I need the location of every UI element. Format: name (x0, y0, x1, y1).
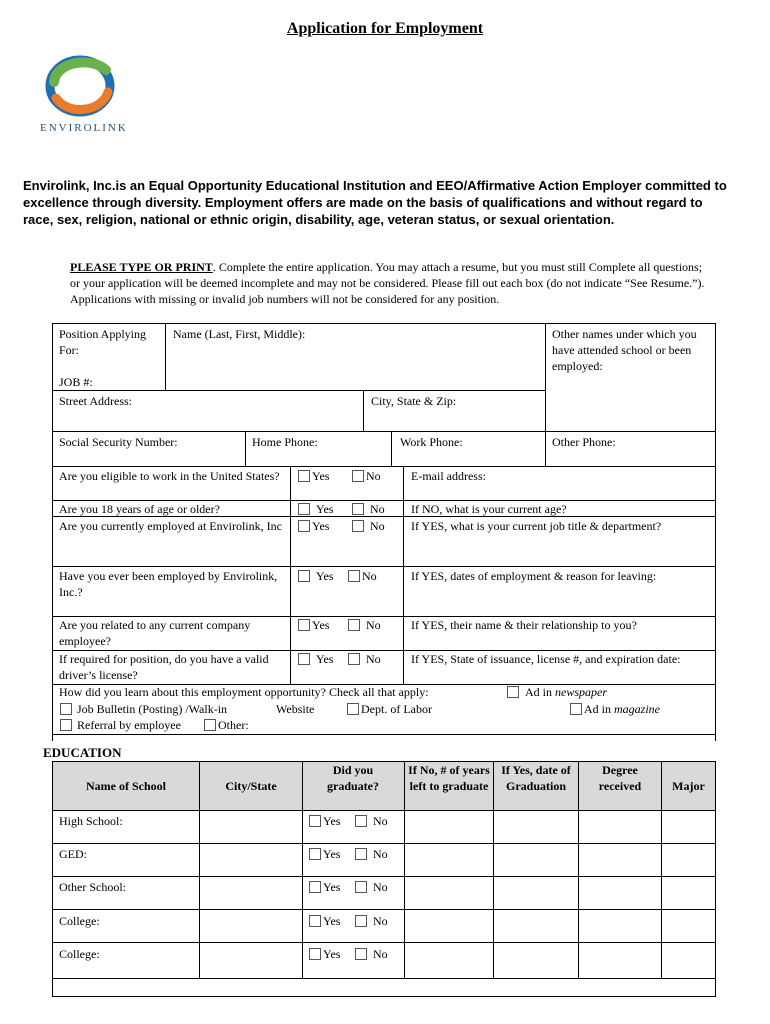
other-names-label: Other names under which you have attended school or been employed: (552, 327, 697, 373)
college-2-no-checkbox[interactable] (355, 948, 367, 960)
license-yes-checkbox[interactable] (298, 653, 310, 665)
employed-yes-label: Yes (312, 519, 330, 533)
email-label: E-mail address: (411, 469, 486, 483)
ever-employed-no-checkbox[interactable] (348, 570, 360, 582)
edu-row-ged: GED: (59, 847, 87, 861)
age-no-checkbox[interactable] (352, 503, 364, 515)
city-state-zip-label: City, State & Zip: (371, 394, 457, 408)
job-number-label: JOB #: (59, 375, 93, 389)
ged-no-checkbox[interactable] (355, 848, 367, 860)
license-no-label: No (366, 652, 381, 666)
license-no-checkbox[interactable] (348, 653, 360, 665)
ever-employed-yes-label: Yes (316, 569, 334, 583)
edu-row-college-2: College: (59, 947, 100, 961)
ged-no-label: No (373, 847, 388, 861)
col-major: Major (672, 779, 705, 793)
age-yes-checkbox[interactable] (298, 503, 310, 515)
ever-employed-no-label: No (362, 569, 377, 583)
eligible-yes-checkbox[interactable] (298, 470, 310, 482)
related-yes-label: Yes (312, 618, 330, 632)
ged-yes-label: Yes (323, 847, 341, 861)
name-label: Name (Last, First, Middle): (173, 327, 306, 341)
other-school-yes-label: Yes (323, 880, 341, 894)
website-label: Website (276, 702, 315, 716)
employed-no-label: No (370, 519, 385, 533)
age-question: Are you 18 years of age or older? (59, 502, 220, 516)
ever-employed-question: Have you ever been employed by Envirolink, Inc.? (59, 569, 278, 599)
license-question: If required for position, do you have a valid driver’s license? (59, 652, 269, 682)
job-bulletin-label: Job Bulletin (Posting) /Walk-in (77, 702, 228, 716)
col-years-left: If No, # of years left to graduate (408, 763, 490, 793)
age-yes-label: Yes (316, 502, 334, 516)
learn-question: How did you learn about this employment opportunity? Check all that apply: (59, 685, 429, 699)
col-city-state: City/State (225, 779, 277, 793)
instructions (70, 259, 710, 307)
employed-question: Are you currently employed at Envirolink, Inc (59, 519, 282, 533)
license-details-label: If YES, State of issuance, license #, and expiration date: (411, 652, 681, 666)
current-age-label: If NO, what is your current age? (411, 502, 567, 516)
swirl-logo-icon (42, 52, 122, 120)
dept-labor-checkbox[interactable] (347, 703, 359, 715)
referral-label: Referral by employee (77, 718, 181, 732)
age-no-label: No (370, 502, 385, 516)
license-yes-label: Yes (316, 652, 334, 666)
other-school-no-label: No (373, 880, 388, 894)
col-degree-received: Degree received (598, 763, 642, 793)
referral-checkbox[interactable] (60, 719, 72, 731)
eeo-statement: Envirolink, Inc.is an Equal Opportunity Educational Institution and EEO/Affirmative Action Employer committed to excellence through diversity. Employment offers are made on the basis of qualifications and without regard to race, sex, religion, national or ethnic origin, disability, age, veteran status, or sexual orientation. (23, 178, 727, 227)
high-school-no-label: No (373, 814, 388, 828)
ad-magazine-checkbox[interactable] (570, 703, 582, 715)
college-1-yes-label: Yes (323, 914, 341, 928)
college-2-yes-checkbox[interactable] (309, 948, 321, 960)
logo-wordmark: ENVIROLINK (40, 122, 128, 134)
ged-yes-checkbox[interactable] (309, 848, 321, 860)
position-applying-label: Position Applying For: (59, 327, 147, 357)
eligible-yes-label: Yes (312, 469, 330, 483)
edu-row-college-1: College: (59, 914, 100, 928)
other-phone-label: Other Phone: (552, 435, 616, 449)
name-field[interactable] (166, 342, 544, 389)
related-no-label: No (366, 618, 381, 632)
college-1-no-checkbox[interactable] (355, 915, 367, 927)
work-phone-label: Work Phone: (400, 435, 463, 449)
ad-newspaper-checkbox[interactable] (507, 686, 519, 698)
eligible-question: Are you eligible to work in the United States? (59, 469, 280, 483)
college-1-yes-checkbox[interactable] (309, 915, 321, 927)
college-1-no-label: No (373, 914, 388, 928)
eligible-no-checkbox[interactable] (352, 470, 364, 482)
other-source-label: Other: (218, 718, 249, 732)
related-no-checkbox[interactable] (348, 619, 360, 631)
job-bulletin-checkbox[interactable] (60, 703, 72, 715)
col-graduation-date: If Yes, date of Graduation (501, 763, 571, 793)
education-heading: EDUCATION (43, 745, 122, 760)
college-2-no-label: No (373, 947, 388, 961)
instructions-text: . Complete the entire application. You may attach a resume, but you must still Complete all questions; or your application will be deemed incomplete and may not be considered. Please fill out each box (do not indicate “See Resume.”). Applications with missing or invalid job numbers will not be considered for any position. (70, 260, 705, 306)
relationship-label: If YES, their name & their relationship to you? (411, 618, 637, 632)
other-school-no-checkbox[interactable] (355, 881, 367, 893)
job-number-field[interactable] (100, 374, 164, 390)
street-address-label: Street Address: (59, 394, 132, 408)
envirolink-logo (36, 52, 136, 142)
instructions-lead: PLEASE TYPE OR PRINT (70, 260, 213, 274)
col-name-of-school: Name of School (86, 779, 166, 793)
college-2-yes-label: Yes (323, 947, 341, 961)
page-title: Application for Employment (286, 20, 484, 37)
high-school-yes-label: Yes (323, 814, 341, 828)
employed-no-checkbox[interactable] (352, 520, 364, 532)
other-source-checkbox[interactable] (204, 719, 216, 731)
related-yes-checkbox[interactable] (298, 619, 310, 631)
ever-employed-yes-checkbox[interactable] (298, 570, 310, 582)
dept-labor-label: Dept. of Labor (361, 702, 432, 716)
employed-yes-checkbox[interactable] (298, 520, 310, 532)
high-school-yes-checkbox[interactable] (309, 815, 321, 827)
job-title-label: If YES, what is your current job title & department? (411, 519, 662, 533)
eligible-no-label: No (366, 469, 381, 483)
ad-newspaper-label: Ad in newspaper (525, 685, 607, 699)
related-question: Are you related to any current company employee? (59, 618, 251, 648)
employment-dates-label: If YES, dates of employment & reason for leaving: (411, 569, 657, 583)
home-phone-label: Home Phone: (252, 435, 318, 449)
other-school-yes-checkbox[interactable] (309, 881, 321, 893)
edu-row-high-school: High School: (59, 814, 123, 828)
high-school-no-checkbox[interactable] (355, 815, 367, 827)
ad-magazine-label: Ad in magazine (584, 702, 660, 716)
col-did-you-graduate: Did you graduate? (327, 763, 379, 793)
edu-row-other-school: Other School: (59, 880, 126, 894)
ssn-label: Social Security Number: (59, 435, 178, 449)
